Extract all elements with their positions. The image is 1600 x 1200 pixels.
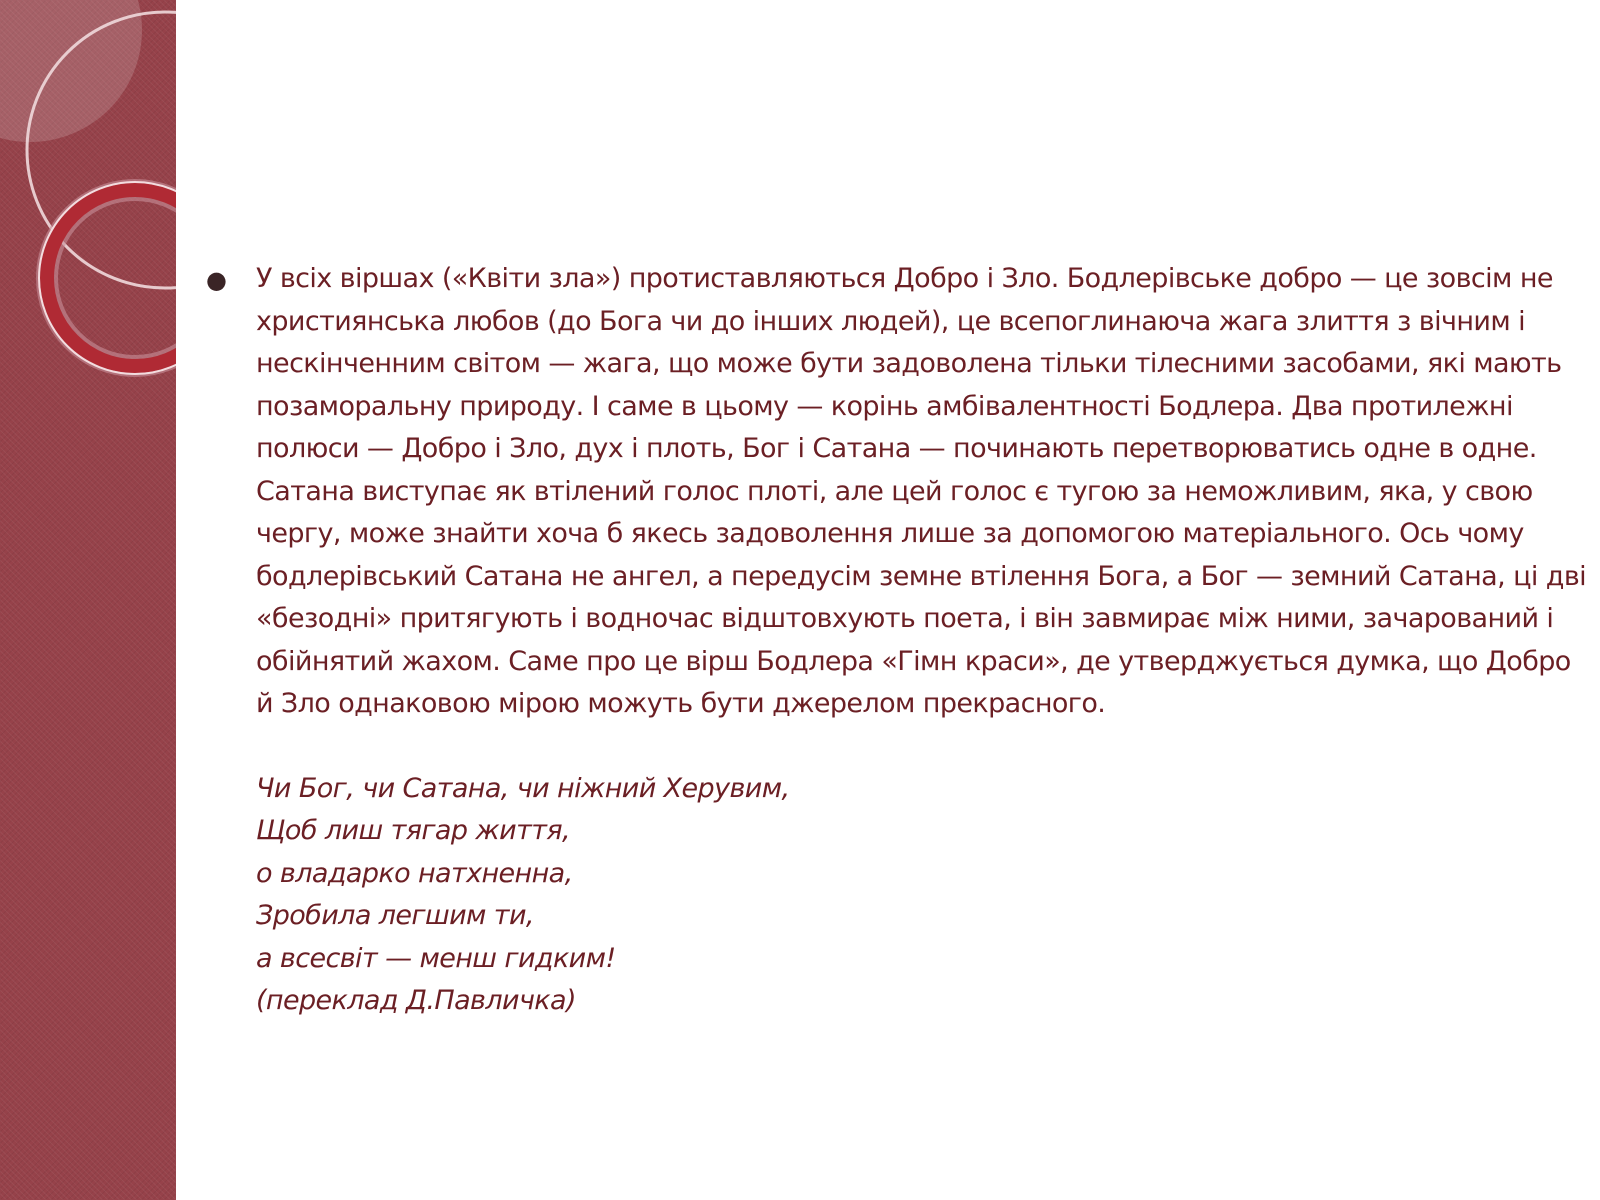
main-paragraph: У всіх віршах («Квіти зла») протиставляються Добро і Зло. Бодлерівське добро — це зовсім не християнська любов (до Бога чи до інших людей), це всепоглинаюча жага злиття з вічним і нескінченним світом — жага, що може бути задоволена тільки тілесними засобами, які мають позаморальну природу. І саме в цьому — корінь амбівалентності Бодлера. Два протилежні полюси — Добро і Зло, дух і плоть, Бог і Сатана — починають перетворюватись одне в одне. Сатана виступає як втілений голос плоті, але цей голос є тугою за неможливим, яка, у свою чергу, може знайти хоча б якесь задоволення лише за допомогою матеріального. Ось чому бодлерівський Сатана не ангел, а передусім земне втілення Бога, а Бог — земний Сатана, ці дві «безодні» притягують і водночас відштовхують поета, і він завмирає між ними, зачарований і обійнятий жахом. Саме про це вірш Бодлера «Гімн краси», де утверджується думка, що Добро й Зло однаковою мірою можуть бути джерелом прекрасного. xyxy=(256,263,1587,719)
decorative-sidebar xyxy=(0,0,176,1200)
poem-quote xyxy=(256,768,1590,1023)
poem-line: Щоб лиш тягар життя, xyxy=(256,815,570,846)
translation-credit: (переклад Д.Павличка) xyxy=(256,985,576,1016)
poem-line: о владарко натхненна, xyxy=(256,857,573,889)
translucent-disc-shape xyxy=(0,0,142,142)
bullet-item xyxy=(200,258,1590,1023)
decorative-rings-icon xyxy=(0,0,176,1200)
slide-content xyxy=(200,258,1590,1023)
red-ring-highlight-shape xyxy=(39,182,176,374)
poem-line: а всесвіт — менш гидким! xyxy=(256,942,616,974)
bullet-dot-icon: ● xyxy=(206,266,227,294)
poem-line: Зробила легшим ти, xyxy=(256,900,534,931)
poem-line: Чи Бог, чи Сатана, чи ніжний Херувим, xyxy=(256,772,790,804)
